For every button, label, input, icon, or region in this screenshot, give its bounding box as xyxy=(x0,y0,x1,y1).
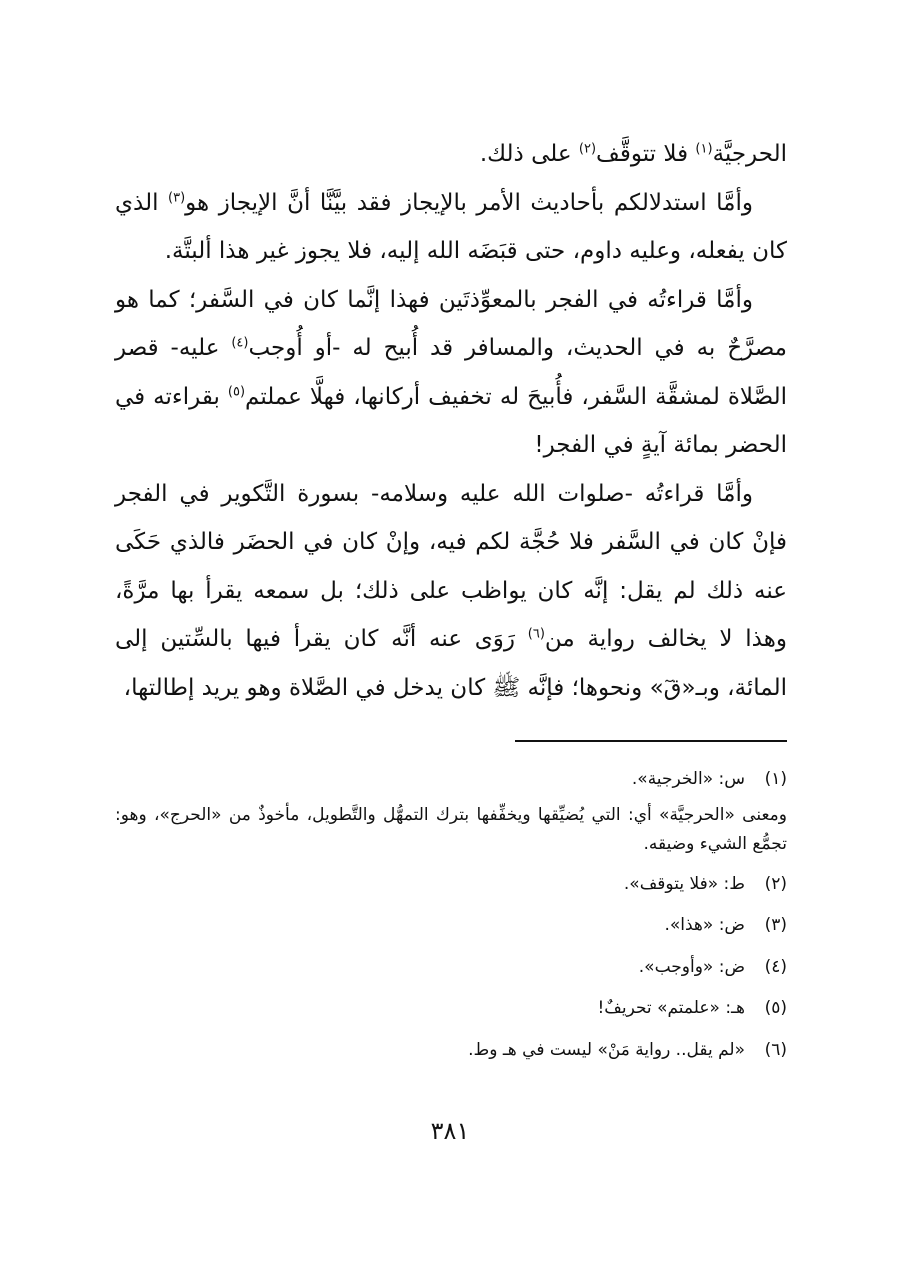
footnote-text: هـ: «علمتم» تحريفٌ! xyxy=(597,998,745,1018)
paragraph-text: فلا تتوقَّف xyxy=(596,141,696,167)
footnote xyxy=(115,911,787,941)
footnote-marker: (٣) xyxy=(168,189,186,205)
footnote-number: (١) xyxy=(764,769,787,789)
footnote-marker: (٥) xyxy=(227,383,246,399)
paragraph-text: على ذلك. xyxy=(479,141,579,167)
page-number: ٣٨١ xyxy=(430,1117,470,1145)
footnote-text: ض: «هذا». xyxy=(664,915,745,935)
footnote-text: س: «الخرجية». xyxy=(631,769,745,789)
footnote-number: (٣) xyxy=(764,915,787,935)
footnote xyxy=(115,953,787,983)
paragraph-text: بقراءته في الحضر بمائة آيةٍ في الفجر! xyxy=(115,383,787,458)
paragraph xyxy=(115,470,787,713)
paragraph xyxy=(115,130,787,179)
footnote xyxy=(115,1036,787,1066)
footnote-text: ط: «فلا يتوقف». xyxy=(623,873,745,894)
footnote-text: «لم يقل.. رواية مَنْ» ليست في هـ وط. xyxy=(468,1039,745,1060)
paragraph-text: الحرجيَّة xyxy=(712,141,787,167)
footnote-marker: (٦) xyxy=(527,626,545,642)
footnote-marker: (٤) xyxy=(231,335,249,351)
paragraph-text: وأمَّا قراءتُه -صلوات الله عليه وسلامه- بسورة التَّكوير في الفجر فإنْ كان في السَّفر فلا حُجَّة لكم فيه، وإنْ كان في الحضَر فالذي حَكَى عنه ذلك لم يقل: إنَّه كان يواظب على ذلك؛ بل سمعه يقرأ بها مرَّةً، وهذا لا يخالف رواية من xyxy=(115,480,787,652)
footnote-continuation: ومعنى «الحرجيَّة» أي: التي يُضيِّقها ويخفِّفها بترك التمهُّل والتَّطويل، مأخوذٌ من «الحرج»، وهو: تجمُّع الشيء وضيقه. xyxy=(115,804,787,854)
paragraph-text: رَوَى عنه أنَّه كان يقرأ فيها بالسِّتين إلى المائة، وبـ«قٓ» ونحوها؛ فإنَّه ﷺ كان يدخل في الصَّلاة وهو يريد إطالتها، xyxy=(115,626,787,701)
footnote-number: (٥) xyxy=(764,998,787,1018)
footnote-text: ض: «وأوجب». xyxy=(638,956,745,977)
footnote xyxy=(115,994,787,1024)
paragraph-text: عليه- قصر الصَّلاة لمشقَّة السَّفر، فأُبيحَ له تخفيف أركانها، فهلَّا عملتم xyxy=(115,335,788,410)
footnote-number: (٢) xyxy=(764,873,787,894)
paragraph xyxy=(115,179,787,276)
main-text xyxy=(115,130,787,712)
paragraph-text: وأمَّا قراءتُه في الفجر بالمعوِّذتَين فهذا إنَّما كان في السَّفر؛ كما هو مصرَّحٌ به في الحديث، والمسافر قد أُبيح له -أو أُوجب xyxy=(115,286,787,361)
footnote-number: (٤) xyxy=(764,956,787,977)
footnote xyxy=(115,765,787,795)
paragraph xyxy=(115,276,787,470)
footnote-number: (٦) xyxy=(764,1039,787,1060)
footnote-marker: (١) xyxy=(695,141,713,157)
paragraph-text: وأمَّا استدلالكم بأحاديث الأمر بالإيجاز فقد بيَّنَّا أنَّ الإيجاز هو xyxy=(185,189,753,216)
footnote-marker: (٢) xyxy=(578,141,597,157)
footnote-separator xyxy=(515,740,787,742)
footnotes xyxy=(115,765,787,1077)
footnote xyxy=(115,870,787,900)
paragraph-text: الذي كان يفعله، وعليه داوم، حتى قبَضَه الله إليه، فلا يجوز غير هذا ألبتَّة. xyxy=(115,189,787,264)
